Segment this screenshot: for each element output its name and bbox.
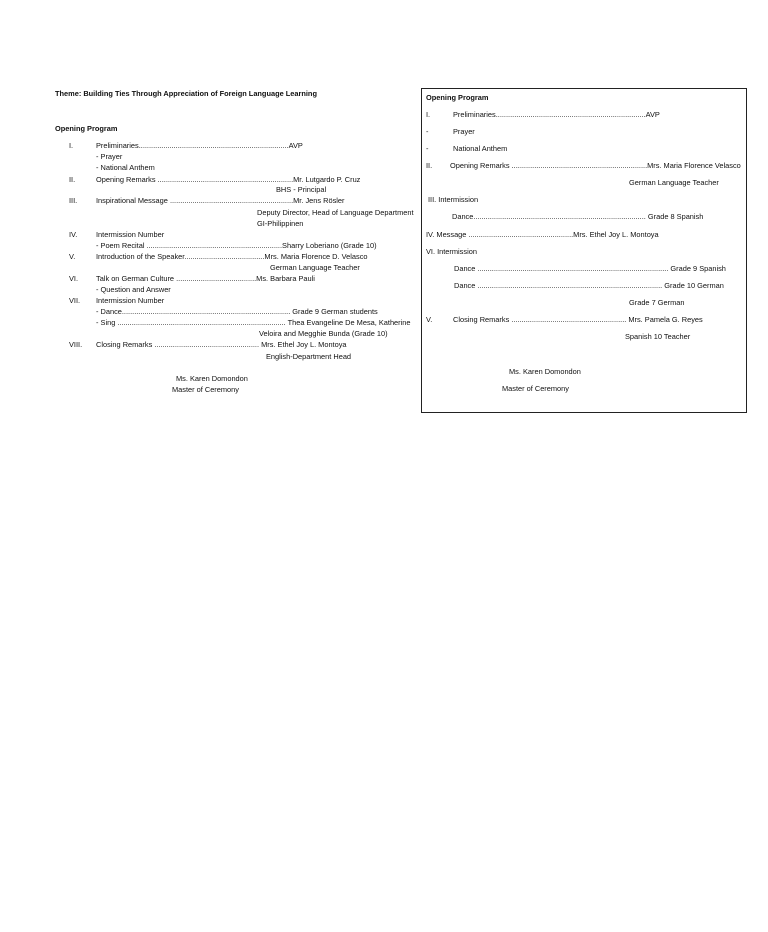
left-mc-name: Ms. Karen Domondon (176, 374, 248, 383)
left-item-anthem: - National Anthem (96, 163, 155, 172)
left-num-5: V. (69, 252, 76, 261)
right-mc-name: Ms. Karen Domondon (509, 367, 581, 376)
left-num-2: II. (69, 175, 76, 184)
left-item-preliminaries: Preliminaries.........................................................................AVP (96, 141, 303, 150)
left-item-poem: - Poem Recital ..................................................................Sharry Loberiano (Grade 10) (96, 241, 377, 250)
right-item-dance-grade10: Dance .......................................................................................... Grade 10 German (454, 281, 724, 290)
right-item-intermission-3: III. Intermission (428, 195, 479, 204)
left-item-introduction: Introduction of the Speaker.......................................Mrs. Maria Florence D. Velasco (96, 252, 368, 261)
left-item-opening-remarks: Opening Remarks ..................................................................Mr. Lutgardo P. Cruz (96, 175, 361, 184)
right-num-2: II. (426, 161, 433, 170)
left-item-german-teacher: German Language Teacher (270, 263, 360, 272)
left-mc-role: Master of Ceremony (172, 385, 239, 394)
right-item-german-teacher: German Language Teacher (629, 178, 719, 187)
left-item-intermission-2: Intermission Number (96, 296, 165, 305)
left-num-8: VIII. (69, 340, 83, 349)
left-item-intermission: Intermission Number (96, 230, 165, 239)
left-num-3: III. (69, 196, 78, 205)
right-dash-1: - (426, 127, 429, 136)
left-item-prayer: - Prayer (96, 152, 123, 161)
right-heading: Opening Program (426, 93, 489, 102)
right-item-grade7: Grade 7 German (629, 298, 685, 307)
right-item-intermission-6: VI. Intermission (426, 247, 477, 256)
right-item-preliminaries: Preliminaries.........................................................................AVP (453, 110, 660, 119)
right-num-5: V. (426, 315, 433, 324)
right-mc-role: Master of Ceremony (502, 384, 569, 393)
left-item-sing: - Sing .................................................................................. Thea Evangeline De Mesa, Katherine (96, 318, 411, 327)
left-item-qa: - Question and Answer (96, 285, 171, 294)
left-num-6: VI. (69, 274, 79, 283)
left-heading: Opening Program (55, 124, 118, 133)
right-dash-2: - (426, 144, 429, 153)
left-num-4: IV. (69, 230, 78, 239)
left-item-dance: - Dance.................................................................................. Grade 9 German students (96, 307, 378, 316)
left-item-singers: Veloira and Megghie Bunda (Grade 10) (259, 329, 388, 338)
left-item-gi: GI-Philippinen (257, 219, 304, 228)
right-item-closing: Closing Remarks ........................................................ Mrs. Pamela G. Reyes (453, 315, 703, 324)
right-item-prayer: Prayer (453, 127, 475, 136)
right-item-anthem: National Anthem (453, 144, 508, 153)
right-item-dance-grade8: Dance.................................................................................... Grade 8 Spanish (452, 212, 704, 221)
left-num-1: I. (69, 141, 74, 150)
left-item-inspirational: Inspirational Message ............................................................Mr. Jens Rösler (96, 196, 345, 205)
theme-title: Theme: Building Ties Through Appreciation of Foreign Language Learning (55, 89, 317, 98)
left-item-talk: Talk on German Culture .......................................Ms. Barbara Pauli (96, 274, 315, 283)
right-item-opening-remarks: Opening Remarks ..................................................................Mrs. Maria Florence Velasco (450, 161, 741, 170)
right-item-dance-grade9: Dance ............................................................................................. Grade 9 Spanish (454, 264, 726, 273)
left-num-7: VII. (69, 296, 81, 305)
right-item-message: IV. Message ...................................................Mrs. Ethel Joy L. Montoya (426, 230, 659, 239)
left-item-closing: Closing Remarks ................................................... Mrs. Ethel Joy L. Montoya (96, 340, 347, 349)
right-num-1: I. (426, 110, 431, 119)
left-item-english-head: English-Department Head (266, 352, 352, 361)
right-item-spanish-teacher: Spanish 10 Teacher (625, 332, 691, 341)
left-item-deputy: Deputy Director, Head of Language Department (257, 208, 414, 217)
left-item-principal: BHS - Principal (276, 185, 327, 194)
